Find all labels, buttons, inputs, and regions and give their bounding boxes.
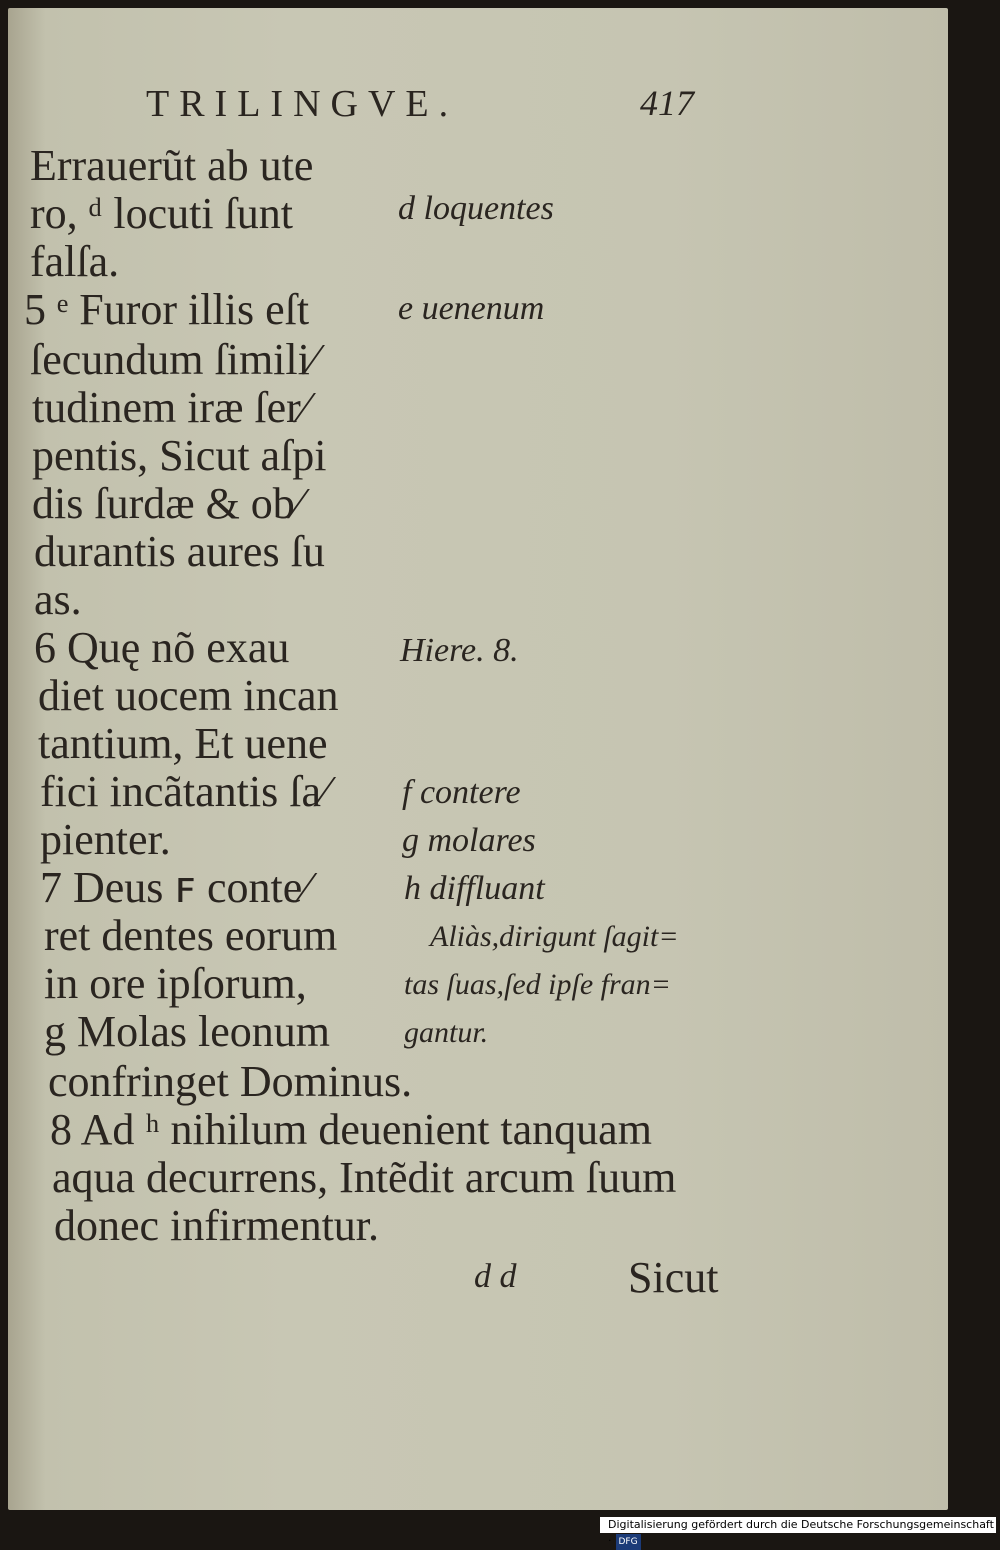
- text-line: dis ſurdæ & ob⁄: [32, 479, 303, 528]
- text-line: 5 ᵉ Furor illis eſt: [24, 285, 310, 334]
- text-line: ret dentes eorum: [44, 911, 338, 960]
- margin-note: f contere: [402, 774, 521, 811]
- digitization-footer: [600, 1517, 996, 1547]
- text-line: 8 Ad ʰ nihilum deuenient tanquam: [50, 1105, 652, 1154]
- text-line: fici incãtantis ſa⁄: [40, 767, 329, 816]
- text-line: pentis, Sicut aſpi: [32, 431, 327, 480]
- text-line: falſa.: [30, 237, 120, 286]
- margin-note: gantur.: [404, 1016, 489, 1049]
- text-line: g Molas leonum: [44, 1007, 330, 1056]
- text-line: donec infirmentur.: [54, 1201, 380, 1250]
- text-line: durantis aures ſu: [34, 527, 325, 576]
- text-line: ſecundum ſimili⁄: [30, 335, 318, 384]
- text-line: confringet Dominus.: [48, 1057, 413, 1106]
- text-line: tantium, Et uene: [38, 719, 328, 768]
- text-line: in ore ipſorum,: [44, 959, 307, 1008]
- text-line: pienter.: [40, 815, 171, 864]
- margin-note: h diffluant: [404, 870, 545, 907]
- catchword: Sicut: [628, 1253, 719, 1302]
- text-line: 7 Deus ꜰ conte⁄: [40, 863, 310, 912]
- margin-note: e uenenum: [398, 290, 545, 327]
- signature-mark: d d: [474, 1258, 517, 1295]
- text-line: diet uocem incan: [38, 671, 339, 720]
- dfg-logo: DFG: [616, 1534, 641, 1550]
- text-line: tudinem iræ ſer⁄: [32, 383, 309, 432]
- footer-text: Digitalisierung gefördert durch die Deutsche Forschungsgemeinschaft ·: [608, 1518, 994, 1547]
- margin-note: tas ſuas,ſed ipſe fran=: [404, 968, 671, 1001]
- margin-note: g molares: [402, 822, 536, 859]
- margin-note: Hiere. 8.: [400, 632, 519, 669]
- text-line: as.: [34, 575, 82, 624]
- text-line: 6 Quę nõ exau: [34, 623, 290, 672]
- running-header: TRILINGVE.: [146, 83, 459, 125]
- text-line: ro, ᵈ locuti ſunt: [30, 189, 293, 238]
- text-line: aqua decurrens, Intẽdit arcum ſuum: [52, 1153, 677, 1202]
- margin-note: d loquentes: [398, 190, 554, 227]
- text-line: Errauerũt ab ute: [30, 141, 314, 190]
- margin-note: Aliàs,dirigunt ſagit=: [430, 920, 679, 953]
- page-number: 417: [640, 83, 694, 123]
